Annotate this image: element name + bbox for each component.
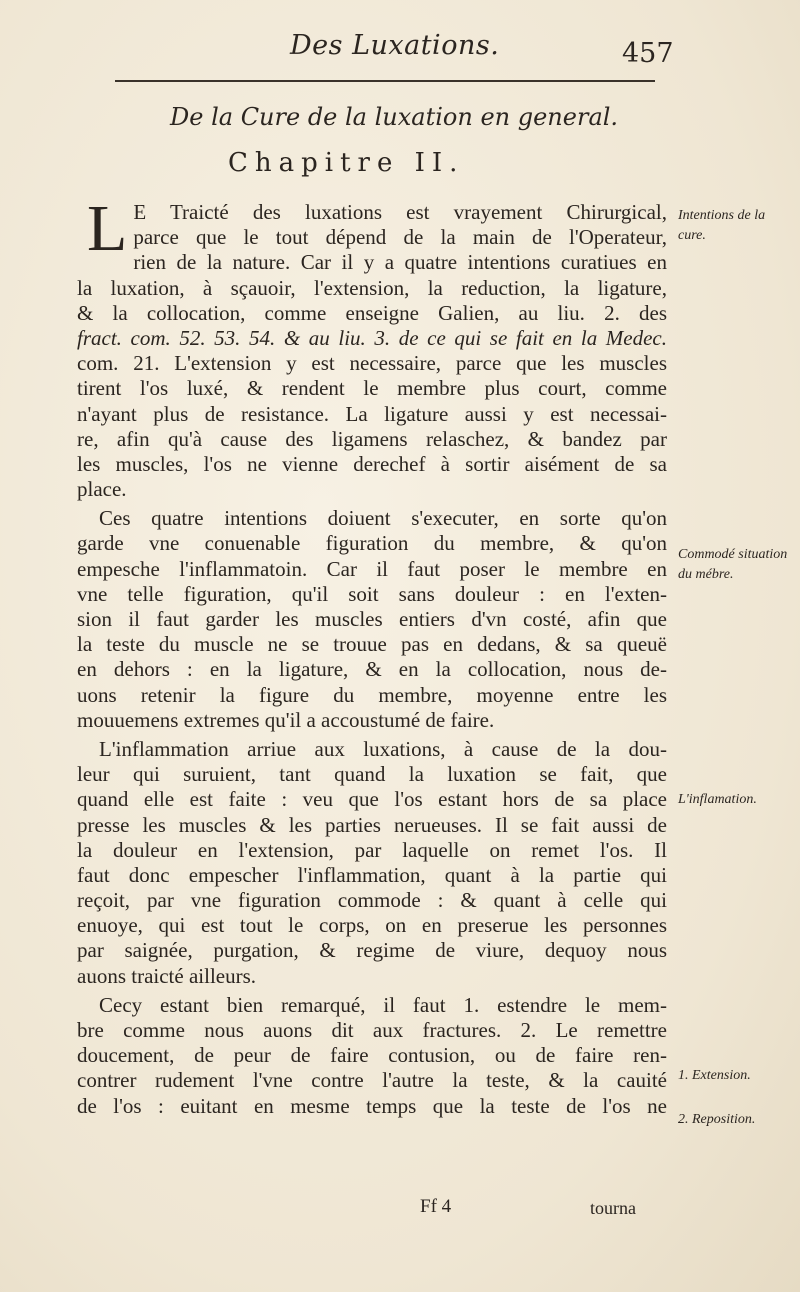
text-line: reçoit, par vne figuration commode : & quant à celle qui — [77, 888, 667, 913]
text-line: la luxation, à sçauoir, l'extension, la reduction, la ligature, — [77, 275, 667, 300]
text-line: com. 21. L'extension y est necessaire, parce que les muscles — [77, 351, 667, 376]
text-line: leur qui suruient, tant quand la luxation se fait, que — [77, 762, 667, 787]
paragraph-1 — [77, 192, 667, 502]
text-line: presse les muscles & les parties nerueuses. Il se fait aussi de — [77, 812, 667, 837]
text-line: mouuemens extremes qu'il a accoustumé de faire. — [77, 707, 495, 732]
text-line: sion il faut garder les muscles entiers d'vn costé, afin que — [77, 607, 667, 631]
margin-note-reposition: 2. Reposition. — [678, 1112, 756, 1127]
paragraph-2 — [77, 506, 667, 733]
text-line: empesche l'inflammatoin. Car il faut poser le membre en — [77, 556, 667, 581]
text-line: bre comme nous auons dit aux fractures. 2. Le remettre — [77, 1018, 667, 1042]
margin-note-inflammation: L'inflamation. — [678, 792, 757, 807]
text-line: les muscles, l'os ne vienne derechef à sortir aisément de sa — [77, 451, 667, 476]
margin-note-situation: Commodé situation du mébre. — [678, 547, 788, 582]
chapter-number: Chapitre II. — [228, 148, 465, 178]
text-line: en dehors : en la ligature, & en la collocation, nous de- — [77, 657, 667, 682]
text-line: fract. com. 52. 53. 54. & au liu. 3. de ce qui se fait en la Medec. — [77, 325, 667, 350]
text-line: la teste du muscle ne se trouue pas en dedans, & sa queuë — [77, 632, 667, 657]
text-line: & la collocation, comme enseigne Galien, au liu. 2. des — [77, 300, 667, 325]
text-line: faut donc empescher l'inflammation, quant à la partie qui — [77, 862, 667, 887]
text-line: place. — [77, 477, 127, 502]
running-head: Des Luxations. — [290, 30, 500, 61]
text-line: re, afin qu'à cause des ligamens relaschez, & bandez par — [77, 426, 667, 451]
text-line: doucement, de peur de faire contusion, ou de faire ren- — [77, 1043, 667, 1068]
text-line: contrer rudement l'vne contre l'autre la teste, & la cauité — [77, 1068, 667, 1093]
text-line: Ces quatre intentions doiuent s'executer, en sorte qu'on — [99, 506, 667, 531]
text-line: rien de la nature. Car il y a quatre intentions curatiues en — [133, 250, 667, 275]
text-line: parce que le tout dépend de la main de l'Operateur, — [133, 225, 667, 250]
margin-note-extension: 1. Extension. — [678, 1068, 751, 1083]
text-line: E Traicté des luxations est vrayement Chirurgical, — [133, 200, 667, 224]
paragraph-3 — [77, 737, 667, 989]
text-line: vne telle figuration, qu'il soit sans douleur : en l'exten- — [77, 581, 667, 606]
text-line: auons traicté ailleurs. — [77, 963, 257, 988]
paragraph-4 — [77, 993, 667, 1119]
signature-mark: Ff 4 — [420, 1196, 452, 1217]
text-line: enuoye, qui est tout le corps, on en preserue les personnes — [77, 913, 667, 938]
text-line: la douleur en l'extension, par laquelle on remet l'os. Il — [77, 837, 667, 862]
text-line: Cecy estant bien remarqué, il faut 1. estendre le mem- — [99, 992, 667, 1017]
text-line: tirent l'os luxé, & rendent le membre plus court, comme — [77, 376, 667, 401]
text-line: L'inflammation arriue aux luxations, à cause de la dou- — [99, 736, 667, 761]
catchword: tourna — [590, 1198, 636, 1218]
chapter-title: De la Cure de la luxation en general. — [170, 103, 619, 131]
drop-capital: L — [87, 192, 128, 265]
text-line: uons retenir la figure du membre, moyenne entre les — [77, 682, 667, 707]
text-line: garde vne conuenable figuration du membre, & qu'on — [77, 531, 667, 556]
header-rule — [115, 80, 655, 82]
text-line: n'ayant plus de resistance. La ligature aussi y est necessai- — [77, 401, 667, 426]
margin-note-intentions: Intentions de la cure. — [678, 208, 766, 243]
text-line: quand elle est faite : veu que l'os estant hors de sa place — [77, 787, 667, 812]
text-line: de l'os : euitant en mesme temps que la teste de l'os ne — [77, 1093, 667, 1118]
page-number: 457 — [622, 38, 674, 69]
body-text — [77, 192, 667, 1119]
text-line: par saignée, purgation, & regime de viure, dequoy nous — [77, 938, 667, 963]
